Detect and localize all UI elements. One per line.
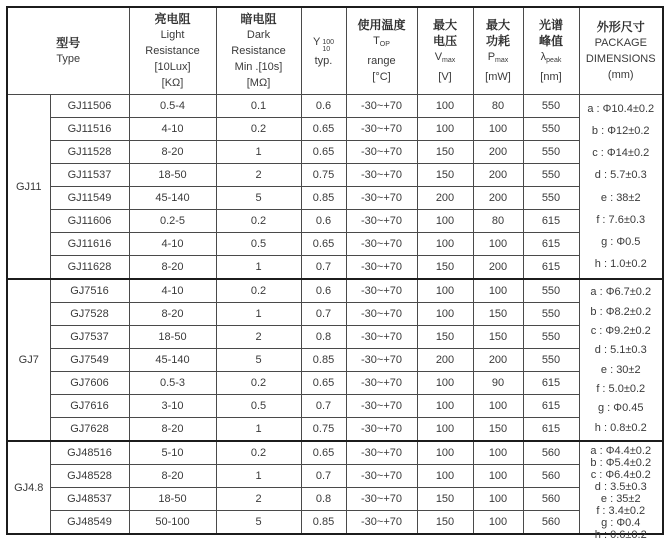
- gamma-typ: 0.75: [301, 418, 346, 442]
- col-header-lambda-peak: [523, 7, 579, 95]
- table-row: [7, 164, 663, 187]
- vmax-header-symbol: $V_{max}$: [434, 51, 456, 64]
- model: GJ7628: [50, 418, 129, 442]
- model: GJ7537: [50, 326, 129, 349]
- v-max: 150: [417, 488, 473, 511]
- p-max: 100: [473, 233, 523, 256]
- table-row: [7, 488, 663, 511]
- light-header-cond: [10Lux]: [154, 61, 191, 73]
- v-max: 200: [417, 349, 473, 372]
- p-max: 200: [473, 141, 523, 164]
- dimension-line: h : 0.8±0.2: [594, 421, 647, 434]
- table-row: [7, 326, 663, 349]
- p-max: 200: [473, 187, 523, 210]
- gamma-typ: 0.7: [301, 256, 346, 280]
- lambda-peak: 550: [523, 187, 579, 210]
- dark-resistance: 5: [216, 511, 301, 535]
- dimension-line: h : 0.6±0.2: [594, 528, 647, 541]
- spec-table-body: [7, 95, 663, 541]
- light-resistance: 18-50: [129, 326, 216, 349]
- light-resistance: 8-20: [129, 256, 216, 280]
- light-resistance: 45-140: [129, 187, 216, 210]
- model: GJ48528: [50, 465, 129, 488]
- dimension-line: d : 5.7±0.3: [594, 169, 647, 182]
- temp-range: -30~+70: [346, 395, 417, 418]
- dimension-line: g : Φ0.5: [601, 236, 641, 249]
- light-resistance: 18-50: [129, 164, 216, 187]
- model: GJ7549: [50, 349, 129, 372]
- pmax-header-symbol: $P_{max}$: [487, 51, 509, 64]
- dimension-line: d : 5.1±0.3: [594, 344, 647, 357]
- table-row: [7, 141, 663, 164]
- light-resistance: 0.5-3: [129, 372, 216, 395]
- dark-resistance: 1: [216, 418, 301, 442]
- temp-range: -30~+70: [346, 187, 417, 210]
- dimension-line: g : Φ0.4: [601, 516, 641, 529]
- lambda-peak: 615: [523, 210, 579, 233]
- temp-range: -30~+70: [346, 279, 417, 303]
- gamma-typ: 0.85: [301, 511, 346, 535]
- model: GJ11616: [50, 233, 129, 256]
- p-max: 80: [473, 210, 523, 233]
- table-row: [7, 511, 663, 535]
- v-max: 100: [417, 303, 473, 326]
- model: GJ11528: [50, 141, 129, 164]
- lpeak-header-zh2: 峰值: [538, 34, 563, 48]
- gamma-typ: 0.85: [301, 349, 346, 372]
- col-header-package-dimensions: [579, 7, 663, 95]
- dimension-line: d : 3.5±0.3: [594, 480, 647, 493]
- gamma-typ: 0.7: [301, 303, 346, 326]
- lambda-peak: 615: [523, 233, 579, 256]
- temp-range: -30~+70: [346, 256, 417, 280]
- col-header-vmax: [417, 7, 473, 95]
- temp-range: -30~+70: [346, 95, 417, 118]
- table-row: [7, 303, 663, 326]
- dark-header-zh: 暗电阻: [240, 12, 277, 26]
- pmax-header-unit: [mW]: [485, 71, 511, 83]
- v-max: 150: [417, 256, 473, 280]
- table-row: [7, 372, 663, 395]
- dark-resistance: 0.5: [216, 395, 301, 418]
- gamma-typ: 0.75: [301, 164, 346, 187]
- dark-resistance: 1: [216, 256, 301, 280]
- lpeak-header-symbol: $\lambda_{peak}$: [540, 51, 562, 64]
- temp-header-en: range: [367, 55, 396, 67]
- gamma-typ: 0.6: [301, 95, 346, 118]
- dimension-line: e : 35±2: [600, 492, 641, 505]
- v-max: 100: [417, 95, 473, 118]
- temp-range: -30~+70: [346, 210, 417, 233]
- lambda-peak: 615: [523, 372, 579, 395]
- type-header-en: Type: [56, 53, 81, 65]
- dimension-line: f : 5.0±0.2: [596, 383, 646, 396]
- p-max: 90: [473, 372, 523, 395]
- light-resistance: 45-140: [129, 349, 216, 372]
- p-max: 100: [473, 465, 523, 488]
- dark-resistance: 1: [216, 303, 301, 326]
- dimension-line: a : Φ6.7±0.2: [590, 286, 652, 299]
- dark-resistance: 0.5: [216, 233, 301, 256]
- dark-resistance: 5: [216, 187, 301, 210]
- package-dimensions: [579, 279, 663, 441]
- dark-header-cond: Min .[10s]: [234, 61, 283, 73]
- temp-range: -30~+70: [346, 303, 417, 326]
- type-header-zh: 型号: [56, 36, 81, 50]
- lambda-peak: 550: [523, 279, 579, 303]
- v-max: 100: [417, 279, 473, 303]
- light-resistance: 0.2-5: [129, 210, 216, 233]
- model: GJ11516: [50, 118, 129, 141]
- group-name: GJ7: [7, 279, 50, 441]
- p-max: 200: [473, 349, 523, 372]
- light-resistance: 50-100: [129, 511, 216, 535]
- dimension-line: g : Φ0.45: [598, 402, 644, 415]
- v-max: 150: [417, 326, 473, 349]
- gamma-typ: 0.65: [301, 141, 346, 164]
- temp-header-symbol: $T_{OP}$: [373, 35, 390, 48]
- dimension-line: c : Φ14±0.2: [592, 147, 650, 160]
- gamma-typ-label: typ.: [314, 54, 333, 67]
- table-row: [7, 441, 663, 465]
- table-row: [7, 118, 663, 141]
- vmax-header-zh1: 最大: [432, 18, 457, 32]
- vmax-header-unit: [V]: [438, 71, 452, 83]
- table-row: [7, 465, 663, 488]
- dark-resistance: 0.1: [216, 95, 301, 118]
- dark-header-unit: [MΩ]: [246, 77, 271, 89]
- light-header-unit: [KΩ]: [161, 77, 184, 89]
- lambda-peak: 560: [523, 441, 579, 465]
- dimension-line: b : Φ8.2±0.2: [590, 305, 652, 318]
- v-max: 100: [417, 395, 473, 418]
- dimension-line: a : Φ4.4±0.2: [590, 444, 652, 457]
- v-max: 150: [417, 511, 473, 535]
- dark-resistance: 2: [216, 164, 301, 187]
- table-row: [7, 395, 663, 418]
- spec-table: [6, 6, 664, 541]
- temp-range: -30~+70: [346, 233, 417, 256]
- dark-resistance: 0.2: [216, 118, 301, 141]
- temp-range: -30~+70: [346, 511, 417, 535]
- dark-header-en2: Resistance: [231, 45, 286, 57]
- lambda-peak: 560: [523, 465, 579, 488]
- model: GJ11628: [50, 256, 129, 280]
- table-row: [7, 256, 663, 280]
- p-max: 100: [473, 395, 523, 418]
- model: GJ7528: [50, 303, 129, 326]
- p-max: 100: [473, 511, 523, 535]
- temp-range: -30~+70: [346, 141, 417, 164]
- group-name: GJ11: [7, 95, 50, 280]
- gamma-typ: 0.6: [301, 210, 346, 233]
- temp-range: -30~+70: [346, 118, 417, 141]
- temp-header-zh: 使用温度: [357, 18, 406, 32]
- gamma-typ: 0.85: [301, 187, 346, 210]
- dark-resistance: 1: [216, 141, 301, 164]
- dark-header-en1: Dark: [246, 29, 271, 41]
- col-header-dark-resistance: [216, 7, 301, 95]
- light-header-zh: 亮电阻: [154, 12, 191, 26]
- dimension-line: h : 1.0±0.2: [594, 258, 647, 271]
- temp-header-unit: [°C]: [372, 71, 391, 83]
- model: GJ48516: [50, 441, 129, 465]
- group-name: GJ4.8: [7, 441, 50, 534]
- lambda-peak: 550: [523, 349, 579, 372]
- dims-header-en2: DIMENSIONS: [585, 53, 656, 65]
- model: GJ48549: [50, 511, 129, 535]
- col-header-pmax: [473, 7, 523, 95]
- dimension-line: c : Φ9.2±0.2: [590, 324, 651, 337]
- dimension-line: b : Φ5.4±0.2: [590, 456, 652, 469]
- gamma-typ: 0.65: [301, 233, 346, 256]
- lambda-peak: 550: [523, 141, 579, 164]
- model: GJ11537: [50, 164, 129, 187]
- dark-resistance: 0.2: [216, 279, 301, 303]
- v-max: 100: [417, 233, 473, 256]
- p-max: 100: [473, 118, 523, 141]
- table-row: [7, 418, 663, 442]
- light-resistance: 18-50: [129, 488, 216, 511]
- p-max: 150: [473, 303, 523, 326]
- temp-range: -30~+70: [346, 488, 417, 511]
- dimension-line: e : 38±2: [600, 191, 641, 204]
- temp-range: -30~+70: [346, 326, 417, 349]
- v-max: 100: [417, 210, 473, 233]
- dims-header-en1: PACKAGE: [594, 37, 647, 49]
- light-resistance: 4-10: [129, 118, 216, 141]
- vmax-header-zh2: 电压: [432, 34, 457, 48]
- light-resistance: 0.5-4: [129, 95, 216, 118]
- lambda-peak: 560: [523, 511, 579, 535]
- model: GJ7616: [50, 395, 129, 418]
- light-resistance: 4-10: [129, 233, 216, 256]
- lambda-peak: 550: [523, 164, 579, 187]
- gamma-typ: 0.7: [301, 465, 346, 488]
- lambda-peak: 615: [523, 418, 579, 442]
- col-header-light-resistance: [129, 7, 216, 95]
- p-max: 100: [473, 488, 523, 511]
- v-max: 100: [417, 118, 473, 141]
- gamma-typ: 0.65: [301, 118, 346, 141]
- p-max: 150: [473, 418, 523, 442]
- gamma-sup: 100: [322, 38, 335, 46]
- dark-resistance: 2: [216, 326, 301, 349]
- light-resistance: 8-20: [129, 465, 216, 488]
- dark-resistance: 0.2: [216, 372, 301, 395]
- dimension-line: f : 3.4±0.2: [596, 504, 646, 517]
- table-row: [7, 233, 663, 256]
- dims-header-zh: 外形尺寸: [596, 20, 645, 34]
- model: GJ11606: [50, 210, 129, 233]
- light-resistance: 8-20: [129, 418, 216, 442]
- gamma-typ: 0.65: [301, 372, 346, 395]
- lpeak-header-zh1: 光谱: [538, 18, 563, 32]
- lambda-peak: 560: [523, 488, 579, 511]
- lambda-peak: 550: [523, 303, 579, 326]
- v-max: 100: [417, 418, 473, 442]
- light-resistance: 8-20: [129, 303, 216, 326]
- dims-header-unit: (mm): [607, 69, 634, 81]
- p-max: 100: [473, 279, 523, 303]
- dark-resistance: 1: [216, 465, 301, 488]
- table-row: [7, 349, 663, 372]
- dark-resistance: 2: [216, 488, 301, 511]
- col-header-temp-range: [346, 7, 417, 95]
- dimension-line: a : Φ10.4±0.2: [587, 102, 655, 115]
- lpeak-header-unit: [nm]: [540, 71, 562, 83]
- gamma-sub: 10: [322, 45, 331, 53]
- gamma-typ: 0.8: [301, 326, 346, 349]
- lambda-peak: 615: [523, 256, 579, 280]
- gamma-typ: 0.8: [301, 488, 346, 511]
- lambda-peak: 550: [523, 95, 579, 118]
- model: GJ7516: [50, 279, 129, 303]
- gamma-typ: 0.65: [301, 441, 346, 465]
- pmax-header-zh1: 最大: [485, 18, 510, 32]
- col-header-gamma: [301, 7, 346, 95]
- v-max: 100: [417, 465, 473, 488]
- pmax-header-zh2: 功耗: [485, 34, 510, 48]
- table-row: [7, 95, 663, 118]
- v-max: 100: [417, 372, 473, 395]
- v-max: 150: [417, 164, 473, 187]
- lambda-peak: 550: [523, 326, 579, 349]
- light-resistance: 5-10: [129, 441, 216, 465]
- table-row: [7, 210, 663, 233]
- v-max: 200: [417, 187, 473, 210]
- dark-resistance: 5: [216, 349, 301, 372]
- temp-range: -30~+70: [346, 164, 417, 187]
- temp-range: -30~+70: [346, 465, 417, 488]
- p-max: 80: [473, 95, 523, 118]
- gamma-symbol: Y 100 10: [312, 35, 335, 53]
- temp-range: -30~+70: [346, 349, 417, 372]
- col-header-type: [7, 7, 129, 95]
- lambda-peak: 550: [523, 118, 579, 141]
- dimension-line: e : 30±2: [600, 363, 641, 376]
- light-resistance: 8-20: [129, 141, 216, 164]
- package-dimensions: [579, 95, 663, 280]
- gamma-typ: 0.6: [301, 279, 346, 303]
- light-header-en2: Resistance: [145, 45, 200, 57]
- dimension-line: c : Φ6.4±0.2: [590, 468, 651, 481]
- dimension-line: f : 7.6±0.3: [596, 213, 646, 226]
- light-resistance: 3-10: [129, 395, 216, 418]
- lambda-peak: 615: [523, 395, 579, 418]
- header-row: [7, 7, 663, 95]
- temp-range: -30~+70: [346, 441, 417, 465]
- model: GJ48537: [50, 488, 129, 511]
- gamma-typ: 0.7: [301, 395, 346, 418]
- p-max: 200: [473, 164, 523, 187]
- dimension-line: b : Φ12±0.2: [591, 124, 650, 137]
- p-max: 100: [473, 441, 523, 465]
- light-header-en1: Light: [160, 29, 185, 41]
- light-resistance: 4-10: [129, 279, 216, 303]
- package-dimensions: [579, 441, 663, 541]
- model: GJ11549: [50, 187, 129, 210]
- p-max: 200: [473, 256, 523, 280]
- temp-range: -30~+70: [346, 418, 417, 442]
- table-row: [7, 187, 663, 210]
- v-max: 150: [417, 141, 473, 164]
- model: GJ11506: [50, 95, 129, 118]
- dark-resistance: 0.2: [216, 441, 301, 465]
- p-max: 150: [473, 326, 523, 349]
- dark-resistance: 0.2: [216, 210, 301, 233]
- table-row: [7, 279, 663, 303]
- v-max: 100: [417, 441, 473, 465]
- temp-range: -30~+70: [346, 372, 417, 395]
- model: GJ7606: [50, 372, 129, 395]
